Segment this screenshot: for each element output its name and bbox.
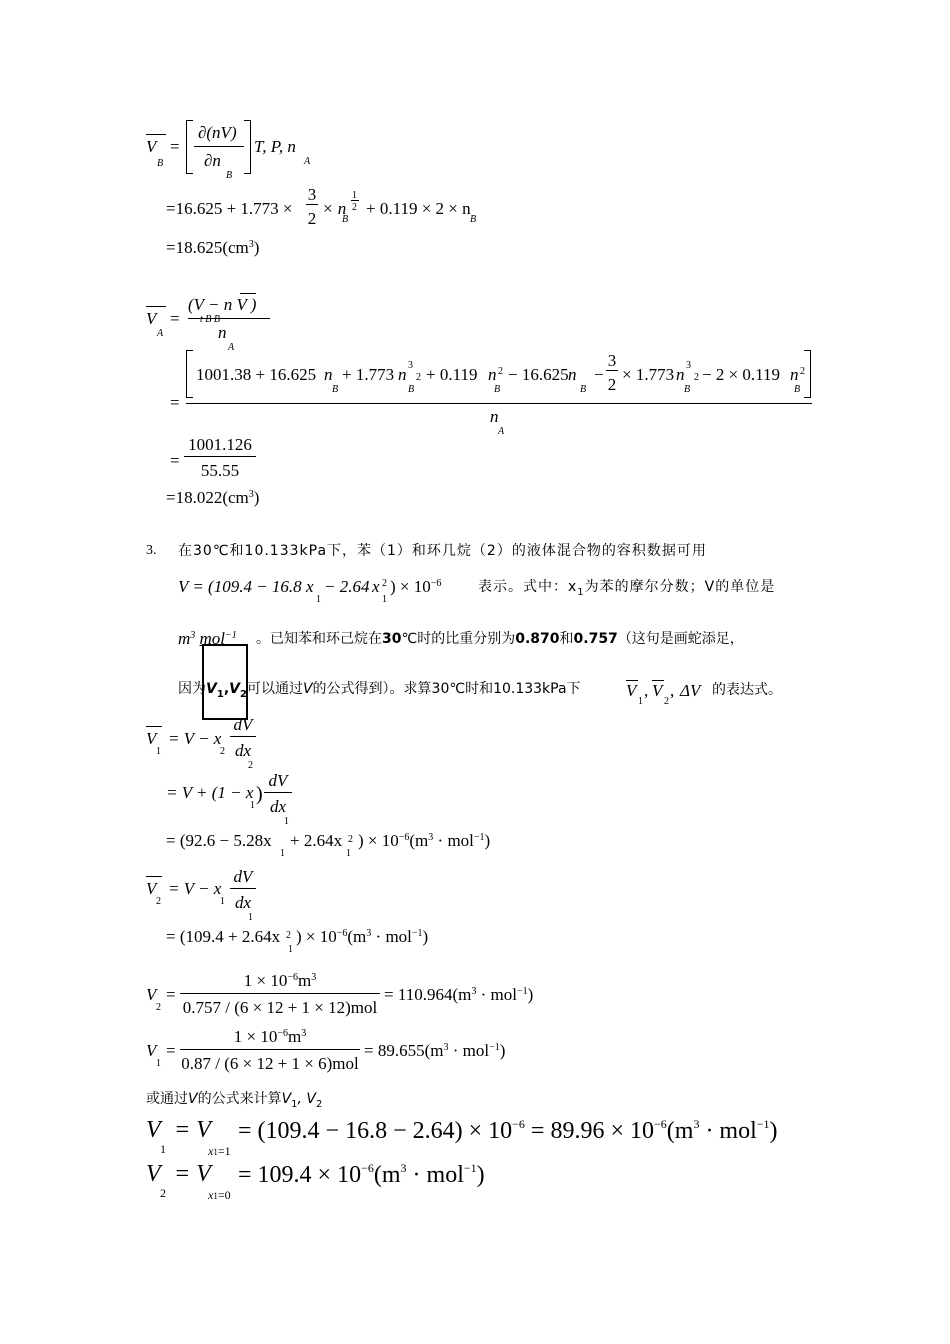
vb-mid: × n (322, 199, 347, 218)
va-num-subs: t B B (200, 314, 220, 325)
vb-den-sub: B (226, 170, 233, 181)
sol-l2-end: ) (256, 783, 263, 805)
vb-frac-num: 3 (307, 185, 317, 204)
va-bignum-n4-sub: B (580, 384, 587, 395)
sol-l3-sub1: 1 (280, 848, 285, 859)
va-bignum-g: − 2 × 0.119 (702, 365, 781, 384)
sol-v1-eq: = V − x (168, 729, 222, 748)
va-bigeq: = (170, 393, 180, 412)
sol-dx-2: dx (269, 797, 287, 816)
vb-bracket-right (244, 120, 251, 174)
va-den: n (218, 323, 227, 342)
sol-dx-1-sub: 2 (248, 760, 253, 771)
va-bigfrac-den: 2 (607, 375, 617, 394)
problem-eq-b: − 2.64 (324, 577, 370, 596)
va-bigden-sub: A (498, 426, 505, 437)
problem-eq-x1-sub: 1 (316, 594, 321, 605)
va-bignum-n2-sup: 3 (408, 360, 413, 371)
va-eq: = (170, 309, 180, 328)
sol-dv-2: dV (268, 771, 288, 790)
calc-v1: V (146, 1041, 157, 1060)
va-num: (V − n V ) (188, 295, 257, 314)
calc-v2-eq: = (166, 985, 176, 1004)
va-frac-den: 55.55 (200, 461, 240, 480)
sol-v2-eq: = V − x (168, 879, 222, 898)
alt-l1-rhs: = $(109.4 - 16.8 - 2.64) \times 10^{-6} = 89.96 \times 10^{-6}(m^3 \cdot mol^{-1})$ (238, 1117, 778, 1144)
sol-v2-eq-sub: 1 (220, 896, 225, 907)
problem-vars-v1-sub: 1 (638, 696, 643, 707)
va-bignum-n3-sub: B (494, 384, 501, 395)
va-result: $=18.022(cm^3)$ (166, 488, 260, 507)
va-bignum-n6: n (790, 365, 799, 384)
va-bigden: n (490, 407, 499, 426)
problem-vars-v1: V (626, 681, 637, 700)
problem-line1: 在30℃和10.133kPa下，苯（1）和环几烷（2）的液体混合物的容积数据可用 (178, 543, 707, 559)
sol-v1-lhs: V (146, 729, 157, 748)
calc-v2-res: = $110.964(m^3 \cdot mol^{-1})$ (384, 985, 534, 1004)
va-bignum-a: 1001.38 + 16.625 (196, 365, 317, 384)
alt-text: 或通过V的公式来计算$V_1$, $V_2$ (146, 1091, 323, 1110)
va-bignum-n1-sub: B (332, 384, 339, 395)
va-bignum-b: + 1.773 (342, 365, 395, 384)
sol-dx-3-sub: 1 (248, 912, 253, 923)
calc-v2: V (146, 985, 157, 1004)
va-bignum-n6-sup: 2 (800, 366, 805, 377)
vb-line3: $=18.625(cm^3)$ (166, 238, 260, 257)
problem-eq-x2-sup: 2 (382, 578, 387, 589)
sol-dx-3: dx (234, 893, 252, 912)
vb-tail-sub: B (470, 214, 477, 225)
va-bignum-n3: n (488, 365, 497, 384)
sol-dx-2-sub: 1 (284, 816, 289, 827)
va-bigfrac-num: 3 (607, 351, 617, 370)
va-lhs-sub: A (157, 328, 164, 339)
calc-v1-sub: 1 (156, 1058, 161, 1069)
va-bignum-n2: n (398, 365, 407, 384)
vb-lhs: V (146, 137, 157, 156)
vb-mid-sup2: 2 (352, 202, 357, 213)
vb-num: ∂(nV) (198, 123, 237, 142)
alt-l2-rhs: = $109.4 \times 10^{-6}(m^3 \cdot mol^{-1})$ (238, 1161, 485, 1188)
vb-cond-sub: A (304, 156, 311, 167)
vb-tail: + 0.119 × 2 × n (366, 199, 471, 218)
problem-eq-c: ) × $10^{-6}$ (390, 577, 442, 596)
problem-vars-comma1: , (644, 681, 649, 700)
sol-l5-c: ) × $10^{-6}(m^3 \cdot mol^{-1})$ (296, 927, 429, 946)
alt-l1-cond: x1=1 (208, 1144, 231, 1158)
problem-line2-text: 表示。式中：$x_1$为苯的摩尔分数；V的单位是 (478, 579, 776, 598)
sol-v1-sub: 1 (156, 746, 161, 757)
sol-l2-eq: = V + (1 − x (166, 783, 254, 802)
va-bignum-d: − 16.625 (508, 365, 569, 384)
va-bignum-n6-sub: B (794, 384, 801, 395)
problem-delta: ΔV (680, 681, 701, 700)
sol-l3-sub2: 1 (346, 848, 351, 859)
calc-v2-den: 0.757 / (6 × 12 + 1 × 12)mol (182, 998, 378, 1017)
problem-vars-v2-sub: 2 (664, 696, 669, 707)
calc-v1-eq: = (166, 1041, 176, 1060)
va-den-sub: A (228, 342, 235, 353)
va-frac-num: 1001.126 (188, 435, 252, 454)
vb-frac-den: 2 (307, 209, 317, 228)
sol-l5-a: = (109.4 + 2.64x (166, 927, 281, 946)
sol-dv-3: dV (233, 867, 253, 886)
sol-l2-sub: 1 (250, 800, 255, 811)
sol-dv-1: dV (233, 715, 253, 734)
alt-l1-sub: 1 (160, 1142, 166, 1156)
annotation-box (202, 644, 248, 720)
sol-l3-b: + 2.64x (290, 831, 343, 850)
vb-eq: = (170, 137, 180, 156)
va-bignum-n5-sup2: 2 (694, 372, 699, 383)
alt-l2-lhs: V (146, 1161, 161, 1187)
problem-line4: 因为$V_1,V_2$可以通过V的公式得到）。求算30℃时和10.133kPa下 (178, 681, 581, 700)
sol-v2-sub: 2 (156, 896, 161, 907)
sol-l5-sub: 1 (288, 944, 293, 955)
problem-vars-comma2: , (670, 681, 675, 700)
alt-l1-lhs: V (146, 1117, 161, 1143)
va-bignum-n5-sup: 3 (686, 360, 691, 371)
sol-v2-lhs: V (146, 879, 157, 898)
sol-l3-a: = (92.6 − 5.28x (166, 831, 272, 850)
calc-v2-num: $1 \times 10^{-6}m^3$ (243, 971, 317, 990)
sol-l3-c: ) × $10^{-6}(m^3 \cdot mol^{-1})$ (358, 831, 491, 850)
vb-den: ∂n (204, 151, 221, 170)
alt-l2-eq: = V (174, 1161, 211, 1187)
va-bignum-n3-sup: 2 (498, 366, 503, 377)
vb-cond: T, P, n (254, 137, 296, 156)
problem-unit: $m^3$ mol$^{-1}$ (178, 629, 237, 648)
problem-eq-x1: x (306, 577, 314, 596)
alt-l2-sub: 2 (160, 1186, 166, 1200)
va-bignum-f: × 1.773 (622, 365, 675, 384)
va-bignum-n1: n (324, 365, 333, 384)
va-lhs: V (146, 309, 157, 328)
sol-v1-eq-sub: 2 (220, 746, 225, 757)
calc-v1-res: = $89.655(m^3 \cdot mol^{-1})$ (364, 1041, 506, 1060)
va-bigbracket-left (186, 350, 193, 398)
problem-eq-x2-sub: 1 (382, 594, 387, 605)
va-bignum-n2-sup2: 2 (416, 372, 421, 383)
problem-number: 3. (146, 543, 157, 558)
va-bignum-n5-sub: B (684, 384, 691, 395)
va-bignum-c: + 0.119 (426, 365, 478, 384)
calc-v1-num: $1 \times 10^{-6}m^3$ (233, 1027, 307, 1046)
calc-v2-sub: 2 (156, 1002, 161, 1013)
problem-eq-a: V = (109.4 − 16.8 (178, 577, 302, 596)
vb-lhs-sub: B (157, 158, 164, 169)
problem-line4-end: 的表达式。 (712, 682, 782, 698)
problem-eq-x2: x (372, 577, 380, 596)
va-bigbracket-right (804, 350, 811, 398)
va-eq2: = (170, 451, 180, 470)
problem-vars-v2: V (652, 681, 663, 700)
calc-v1-den: 0.87 / (6 × 12 + 1 × 6)mol (181, 1054, 359, 1073)
vb-mid-sub: B (342, 214, 349, 225)
vb-mid-sup: 1 (352, 190, 357, 201)
sol-l5-sup: 2 (286, 930, 291, 941)
alt-l2-cond: x1=0 (208, 1188, 231, 1202)
problem-line3: 。已知苯和环己烷在30℃时的比重分别为0.870和0.757（这句是画蛇添足， (256, 631, 744, 647)
va-bignum-n4: n (568, 365, 577, 384)
vb-bracket-left (186, 120, 193, 174)
sol-dx-1: dx (234, 741, 252, 760)
sol-l3-sup: 2 (348, 834, 353, 845)
va-bignum-n2-sub: B (408, 384, 415, 395)
va-bignum-e: − (594, 365, 604, 384)
va-bignum-n5: n (676, 365, 685, 384)
vb-line2: =16.625 + 1.773 × (166, 199, 293, 218)
alt-l1-eq: = V (174, 1117, 211, 1143)
